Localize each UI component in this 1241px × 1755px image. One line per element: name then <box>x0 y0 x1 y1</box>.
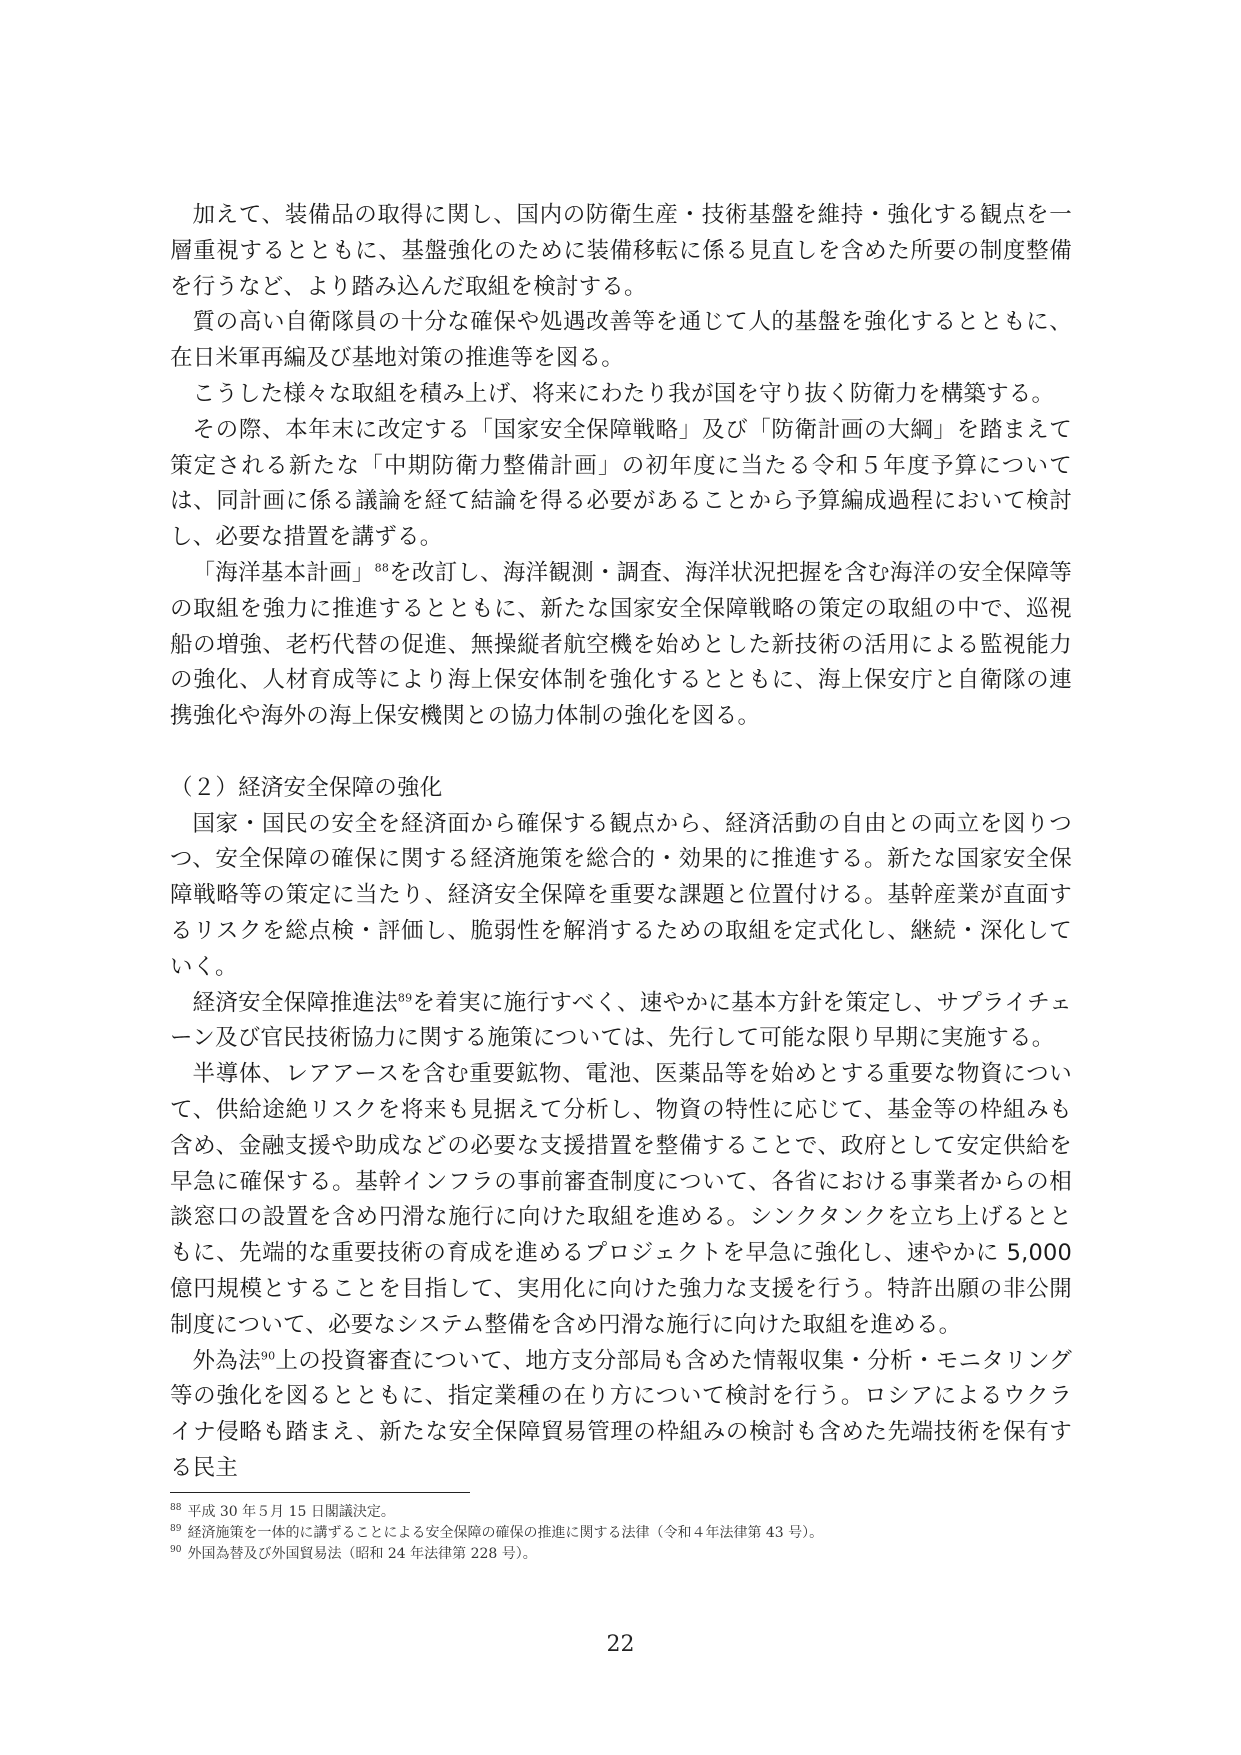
paragraph-yosan: その際、本年末に改定する「国家安全保障戦略」及び「防衛計画の大綱」を踏まえて策定される新たな「中期防衛力整備計画」の初年度に当たる令和５年度予算については、同計画に係る議論を経て結論を得る必要があることから予算編成過程において検討し、必要な措置を講ずる。 <box>170 416 1072 551</box>
footnote-text: 経済施策を一体的に講ずることによる安全保障の確保の推進に関する法律（令和４年法律第 43 号）。 <box>187 1525 824 1541</box>
footnote-text: 外国為替及び外国貿易法（昭和 24 年法律第 228 号）。 <box>187 1546 537 1562</box>
paragraph-boueiryoku: こうした様々な取組を積み上げ、将来にわたり我が国を守り抜く防衛力を構築する。 <box>192 380 1055 407</box>
paragraph-keizai-anzen: 国家・国民の安全を経済面から確保する観点から、経済活動の自由との両立を図りつつ、安全保障の確保に関する経済施策を総合的・効果的に推進する。新たな国家安全保障戦略等の策定に当たり、経済安全保障を重要な課題と位置付ける。基幹産業が直面するリスクを総点検・評価し、脆弱性を解消するための取組を定式化し、継続・深化していく。 <box>170 810 1072 980</box>
footnote-number: 88 <box>170 1503 182 1514</box>
paragraph-kaiyo-rest: を改訂し、海洋観測・調査、海洋状況把握を含む海洋の安全保障等の取組を強力に推進するとともに、新たな国家安全保障戦略の策定の取組の中で、巡視船の増強、老朽代替の促進、無操縦者航空機を始めとした新技術の活用による監視能力の強化、人材育成等により海上保安体制を強化するとともに、海上保安庁と自衛隊の連携強化や海外の海上保安機関との協力体制の強化を図る。 <box>170 559 1072 730</box>
footnote-text: 平成 30 年５月 15 日閣議決定。 <box>187 1504 395 1520</box>
paragraph-handotai: 半導体、レアアースを含む重要鉱物、電池、医薬品等を始めとする重要な物資について、供給途絶リスクを将来も見据えて分析し、物資の特性に応じて、基金等の枠組みも含め、金融支援や助成などの必要な支援措置を整備することで、政府として安定供給を早急に確保する。基幹インフラの事前審査制度について、各省における事業者からの相談窓口の設置を含め円滑な施行に向けた取組を進める。シンクタンクを立ち上げるとともに、先端的な重要技術の育成を進めるプロジェクトを早急に強化し、速やかに 5,000 億円規模とすることを目指して、実用化に向けた強力な支援を行う。特許出願の非公開制度について、必要なシステム整備を含め円滑な施行に向けた取組を進める。 <box>170 1061 1072 1338</box>
footnote-ref-89[interactable]: 89 <box>397 991 413 1005</box>
footnote-divider <box>170 1492 470 1493</box>
section-heading: （２）経済安全保障の強化 <box>170 774 443 801</box>
paragraph-gaitame-rest: 上の投資審査について、地方支分部局も含めた情報収集・分析・モニタリング等の強化を図るとともに、指定業種の在り方について検討を行う。ロシアによるウクライナ侵略も踏まえ、新たな安全保障貿易管理の枠組みの検討も含めた先端技術を保有する民主 <box>170 1347 1072 1481</box>
footnote-ref-90[interactable]: 90 <box>260 1349 276 1362</box>
footnote-item <box>170 1523 1070 1544</box>
footnote-number: 89 <box>170 1524 182 1535</box>
footnote-ref-88[interactable]: 88 <box>374 561 390 575</box>
body-text <box>170 198 1072 1487</box>
paragraph-suishin-ho <box>170 986 1072 1058</box>
footnote-item <box>170 1502 1070 1523</box>
paragraph-kaiyo <box>170 556 1072 735</box>
paragraph-soubihin: 加えて、装備品の取得に関し、国内の防衛生産・技術基盤を維持・強化する観点を一層重視するとともに、基盤強化のために装備移転に係る見直しを含めた所要の制度整備を行うなど、より踏み込んだ取組を検討する。 <box>170 202 1072 300</box>
footnotes <box>170 1502 1070 1565</box>
paragraph-kaiyo-lead: 「海洋基本計画」 <box>192 559 375 586</box>
footnote-item <box>170 1544 1070 1565</box>
paragraph-gaitame-lead: 外為法 <box>192 1347 261 1374</box>
paragraph-jinteki-kiban: 質の高い自衛隊員の十分な確保や処遇改善等を通じて人的基盤を強化するとともに、在日米軍再編及び基地対策の推進等を図る。 <box>170 309 1072 372</box>
page-number: 22 <box>606 1632 635 1657</box>
paragraph-suishin-rest: を着実に施行すべく、速やかに基本方針を策定し、サプライチェーン及び官民技術協力に関する施策については、先行して可能な限り早期に実施する。 <box>170 989 1072 1052</box>
footnote-number: 90 <box>170 1545 182 1556</box>
paragraph-gaitame <box>170 1344 1072 1487</box>
paragraph-suishin-lead: 経済安全保障推進法 <box>192 989 398 1016</box>
